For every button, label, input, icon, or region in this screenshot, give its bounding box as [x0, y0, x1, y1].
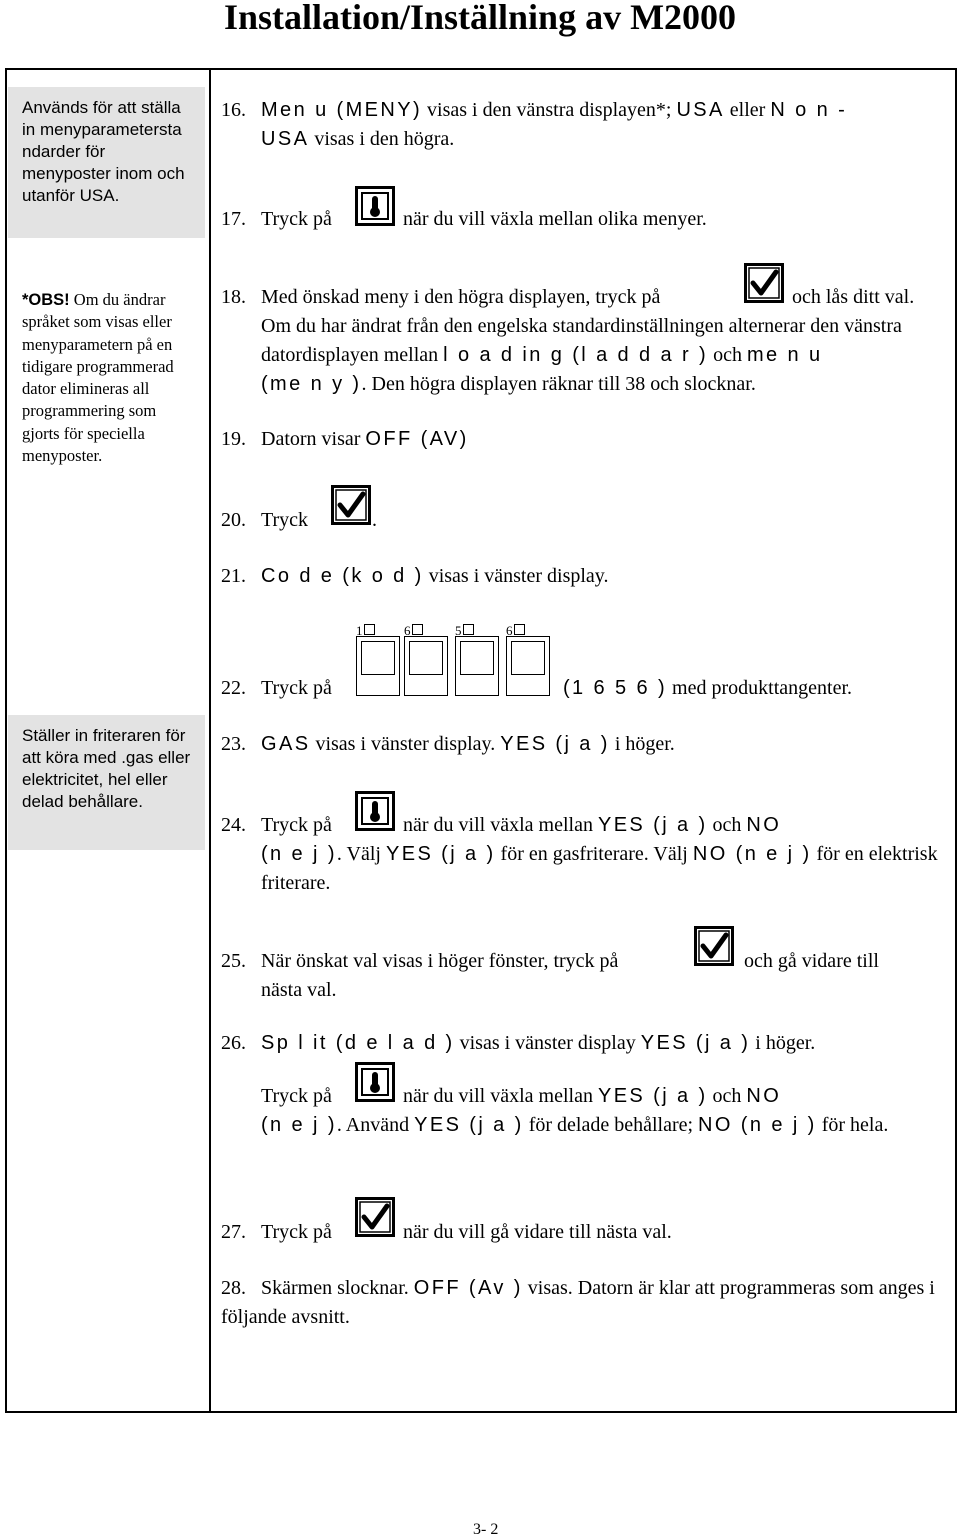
display-text: USA [676, 99, 725, 121]
obs-label: *OBS! [22, 291, 70, 309]
key-label: 1 [356, 623, 363, 638]
step-18-lock-text: och lås ditt val. [792, 286, 915, 308]
sidebar-obs-note [22, 289, 197, 467]
step-24-detail [261, 840, 951, 898]
step-text: Tryck på [261, 208, 332, 230]
step-20-period: . [372, 509, 377, 531]
display-text: (n e j ) [261, 1114, 337, 1136]
step-text: Tryck på [261, 814, 332, 836]
step-19 [221, 425, 951, 454]
step-23 [221, 730, 951, 759]
step-25-continue: och gå vidare till [744, 950, 879, 972]
step-25-next: nästa val. [261, 979, 337, 1001]
display-text: NO [746, 1085, 782, 1107]
key-label: 6 [404, 623, 411, 638]
step-number: 28. [221, 1277, 246, 1299]
step-26b: Tryck på [261, 1085, 332, 1107]
step-text: och [708, 344, 747, 366]
step-text: när du vill växla mellan [403, 814, 598, 836]
step-number: 25. [221, 950, 246, 972]
step-text: för en gasfriterare. Välj [495, 843, 693, 865]
step-text: visas. Datorn är klar att programmeras som anges i följande avsnitt. [221, 1277, 935, 1328]
step-text: Datorn visar [261, 428, 366, 450]
display-text: YES (j a ) [414, 1114, 524, 1136]
step-number: 26. [221, 1032, 246, 1054]
step-text: i höger. [609, 733, 675, 755]
step-text: visas i vänster display [454, 1032, 641, 1054]
step-text: med produkttangenter. [667, 677, 852, 699]
step-text: Om du har ändrat från den engelska standardinställningen alternerar den vänstra datordisplayen mellan [261, 315, 902, 366]
step-number: 19. [221, 428, 246, 450]
thermometer-key-icon[interactable] [355, 791, 395, 831]
thermometer-key-icon[interactable] [355, 1062, 395, 1102]
step-text: för delade behållare; [523, 1114, 699, 1136]
step-number: 18. [221, 286, 246, 308]
step-17-text: när du vill växla mellan olika menyer. [403, 208, 707, 230]
display-text: YES (j a ) [640, 1032, 751, 1054]
step-18-detail [261, 312, 951, 399]
display-text: OFF (AV) [365, 428, 469, 450]
step-text: och [707, 1085, 747, 1107]
display-text: NO [746, 814, 782, 836]
key-label: 5 [455, 623, 462, 638]
step-text: visas i vänster display. [310, 733, 501, 755]
step-text: Tryck på [261, 677, 332, 699]
step-text: för hela. [816, 1114, 889, 1136]
step-number: 17. [221, 208, 246, 230]
page-number: 3- 2 [473, 1521, 499, 1538]
step-text: Skärmen slocknar. [261, 1277, 414, 1299]
display-text: YES (j a ) [385, 843, 496, 865]
sidebar-note-menu-standard: Används för att ställa in menyparametersta ndarder för menyposter inom och utanför USA. [8, 87, 205, 238]
display-text: Co d e (k o d ) [261, 565, 424, 587]
step-number: 27. [221, 1221, 246, 1243]
key-label: 6 [506, 623, 513, 638]
step-22-code [563, 674, 953, 703]
step-26 [221, 1029, 951, 1058]
step-28 [221, 1274, 951, 1332]
step-number: 21. [221, 565, 246, 587]
display-text: (n e j ) [261, 843, 337, 865]
key-indicator [463, 624, 474, 635]
display-text: NO (n e j ) [698, 1114, 817, 1136]
step-text: och [707, 814, 747, 836]
step-21 [221, 562, 951, 591]
step-text: eller [724, 99, 771, 121]
display-text: YES (j a ) [500, 733, 610, 755]
step-text: när du vill växla mellan [403, 1085, 598, 1107]
display-text: USA [261, 128, 310, 150]
step-26b-toggle [403, 1082, 953, 1111]
thermometer-key-icon[interactable] [355, 186, 395, 226]
checkmark-key-icon[interactable] [355, 1197, 395, 1237]
display-text: OFF (Av ) [413, 1277, 523, 1299]
checkmark-key-icon[interactable] [331, 485, 371, 525]
display-text: Sp l it (d e l a d ) [261, 1032, 455, 1054]
display-text: NO (n e j ) [692, 843, 812, 865]
key-indicator [364, 624, 375, 635]
step-text: för en elektrisk friterare. [261, 843, 938, 894]
step-number: 22. [221, 677, 246, 699]
sidebar-note-fryer-setup: Ställer in friteraren för att köra med .gas eller elektricitet, hel eller delad behållare. [8, 715, 205, 850]
step-text: När önskat val visas i höger fönster, tryck på [261, 950, 619, 972]
display-text: (1 6 5 6 ) [563, 677, 668, 699]
step-number: 23. [221, 733, 246, 755]
step-number: 20. [221, 509, 246, 531]
step-text: Med önskad meny i den högra displayen, tryck på [261, 286, 661, 308]
step-text: i höger. [750, 1032, 816, 1054]
key-indicator [412, 624, 423, 635]
step-text: visas i den högra. [309, 128, 455, 150]
display-text: Men u (MENY) [261, 99, 423, 121]
step-text: visas i vänster display. [423, 565, 609, 587]
step-text: visas i den vänstra displayen*; [422, 99, 677, 121]
checkmark-key-icon[interactable] [694, 926, 734, 966]
step-text: Tryck [261, 509, 309, 531]
step-27-text: när du vill gå vidare till nästa val. [403, 1221, 672, 1243]
step-text: Tryck på [261, 1221, 332, 1243]
page-title: Installation/Inställning av M2000 [223, 0, 737, 37]
display-text: YES (j a ) [597, 1085, 708, 1107]
key-indicator [514, 624, 525, 635]
display-text: GAS [261, 733, 311, 755]
step-16 [221, 96, 951, 154]
step-26b-detail [261, 1111, 951, 1140]
display-text: YES (j a ) [597, 814, 708, 836]
column-divider [209, 68, 211, 1413]
step-number: 16. [221, 99, 246, 121]
display-text: me n u [746, 344, 823, 366]
step-text: . Den högra displayen räknar till 38 och slocknar. [361, 373, 756, 395]
step-text: . Använd [336, 1114, 415, 1136]
display-text: l o a d in g (l a d d a r ) [443, 344, 709, 366]
display-text: N o n - [770, 99, 848, 121]
display-text: (me n y ) [261, 373, 362, 395]
step-24-toggle [403, 811, 953, 840]
step-number: 24. [221, 814, 246, 836]
step-text: . Välj [336, 843, 386, 865]
checkmark-key-icon[interactable] [744, 263, 784, 303]
obs-text: Om du ändrar språket som visas eller menyparametern på en tidigare programmerad dator elimineras all programmering som gjorts för speciella menyposter. [22, 290, 174, 466]
